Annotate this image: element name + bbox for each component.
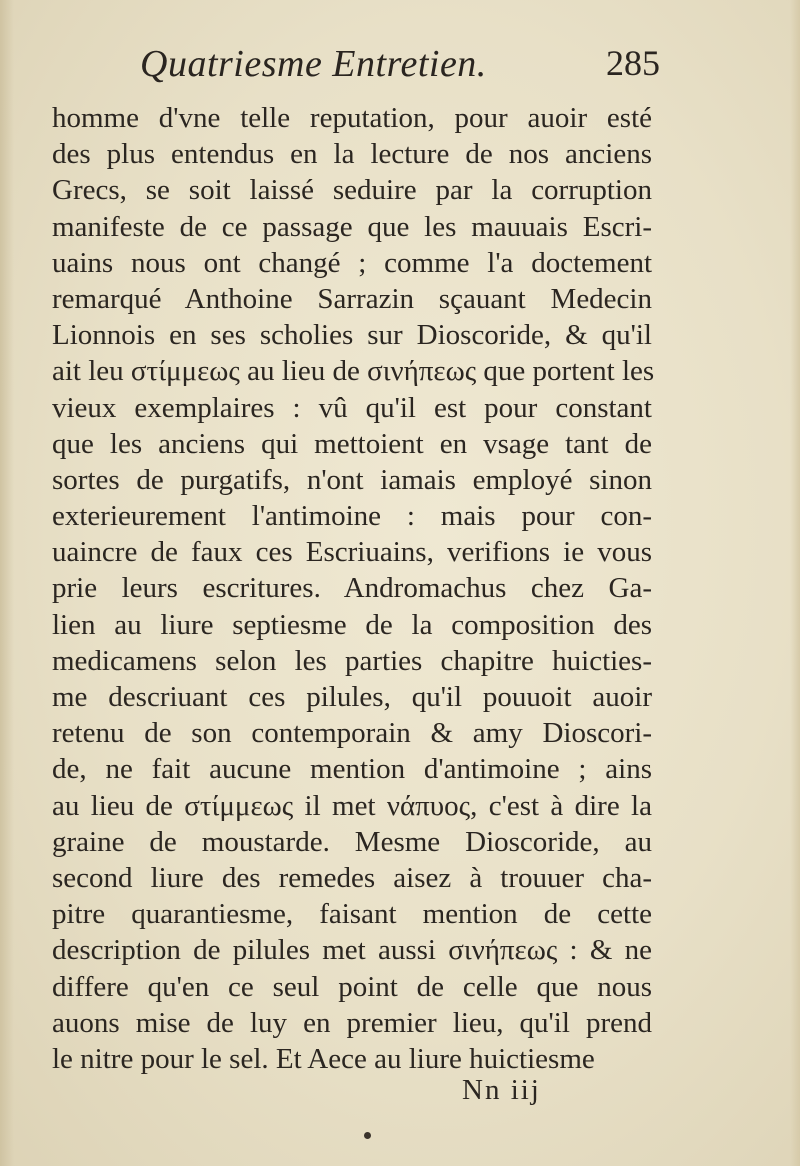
ink-speck bbox=[364, 1132, 371, 1139]
text-line: prie leurs escritures. Andromachus chez Ga- bbox=[52, 572, 652, 605]
text-line: des plus entendus en la lecture de nos anciens bbox=[52, 138, 652, 171]
page-edge-shadow-right bbox=[790, 0, 800, 1166]
running-title: Quatriesme Entretien. bbox=[140, 43, 487, 85]
text-line: au lieu de στίμμεως il met νάπυος, c'est à dire la bbox=[52, 789, 652, 822]
text-line: second liure des remedes aisez à trouuer cha- bbox=[52, 861, 652, 894]
text-line: auons mise de luy en premier lieu, qu'il prend bbox=[52, 1006, 652, 1039]
text-line: ait leu στίμμεως au lieu de σινήπεως que portent les bbox=[52, 355, 655, 388]
text-line: differe qu'en ce seul point de celle que nous bbox=[52, 970, 652, 1003]
text-line: que les anciens qui mettoient en vsage tant de bbox=[52, 427, 652, 460]
page-number: 285 bbox=[606, 43, 660, 83]
text-line: manifeste de ce passage que les mauuais Escri- bbox=[52, 210, 652, 243]
text-line: de, ne fait aucune mention d'antimoine ; ains bbox=[52, 753, 652, 786]
signature-mark: Nn iij bbox=[462, 1074, 541, 1106]
text-line: Lionnois en ses scholies sur Dioscoride, & qu'il bbox=[52, 319, 652, 352]
text-line: exterieurement l'antimoine : mais pour con- bbox=[52, 500, 652, 533]
text-line: le nitre pour le sel. Et Aece au liure huictiesme bbox=[52, 1042, 595, 1075]
text-line: uaincre de faux ces Escriuains, verifions ie vous bbox=[52, 536, 652, 569]
page-header bbox=[140, 42, 660, 98]
page-edge-shadow-left bbox=[0, 0, 14, 1166]
text-line: vieux exemplaires : vû qu'il est pour constant bbox=[52, 391, 652, 424]
text-line: sortes de purgatifs, n'ont iamais employé sinon bbox=[52, 463, 652, 496]
text-line: description de pilules met aussi σινήπεως : & ne bbox=[52, 934, 652, 967]
text-line: pitre quarantiesme, faisant mention de cette bbox=[52, 898, 652, 931]
text-line: uains nous ont changé ; comme l'a doctement bbox=[52, 246, 652, 279]
text-line: remarqué Anthoine Sarrazin sçauant Medecin bbox=[52, 282, 652, 315]
text-line: me descriuant ces pilules, qu'il pouuoit auoir bbox=[52, 681, 652, 713]
text-line: Grecs, se soit laissé seduire par la corruption bbox=[52, 174, 652, 207]
text-line: retenu de son contemporain & amy Dioscori- bbox=[52, 717, 652, 750]
text-line: lien au liure septiesme de la composition des bbox=[52, 608, 652, 641]
text-line: homme d'vne telle reputation, pour auoir esté bbox=[52, 102, 652, 134]
body-text bbox=[52, 100, 655, 1077]
text-line: graine de moustarde. Mesme Dioscoride, au bbox=[52, 825, 652, 858]
text-line: medicamens selon les parties chapitre huicties- bbox=[52, 644, 652, 677]
